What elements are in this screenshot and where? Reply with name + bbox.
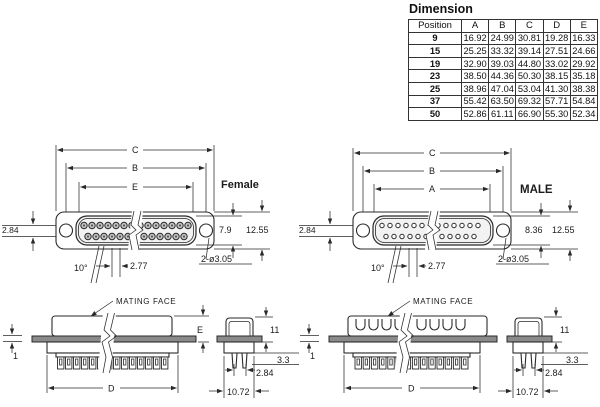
profile-width-label: 10.72 <box>516 387 539 397</box>
pin-contact <box>468 223 472 227</box>
value-cell: 29.92 <box>572 58 596 69</box>
value-cell: 16.33 <box>572 33 596 44</box>
value-cell: 33.32 <box>490 45 514 56</box>
dim-c-label: C <box>132 145 139 155</box>
dim-d-label: D <box>108 383 115 394</box>
pin-gap-label: 2.84 <box>256 368 274 378</box>
table-row <box>409 32 598 45</box>
value-cell: 38.38 <box>572 83 596 94</box>
col-header-position: Position <box>409 20 462 33</box>
profile-height-label: 11 <box>270 325 280 335</box>
pin <box>521 353 526 368</box>
pin-contact <box>460 223 464 227</box>
female-front-view <box>2 145 270 283</box>
body <box>224 342 254 353</box>
value-cell: 47.04 <box>490 83 514 94</box>
angle-label: 10° <box>371 263 385 273</box>
value-cell: 38.15 <box>545 71 569 82</box>
value-cell: 55.42 <box>463 96 487 107</box>
pin-contact <box>420 223 424 227</box>
socket-center <box>99 224 101 226</box>
insert-height-label: 8.36 <box>525 225 543 235</box>
pin-contact <box>396 223 400 227</box>
solder-terminals <box>355 357 468 369</box>
dimension-grid <box>408 19 598 121</box>
position-cell: 37 <box>409 95 462 108</box>
value-cell: 61.11 <box>489 108 516 121</box>
male-profile-view <box>498 307 588 398</box>
angle-label: 10° <box>74 263 88 273</box>
socket-center <box>87 235 89 237</box>
value-cell: 57.71 <box>545 96 569 107</box>
dim-b-label: B <box>429 166 436 176</box>
pin-contact <box>388 223 392 227</box>
mounting-hole <box>357 224 370 237</box>
position-cell: 9 <box>409 32 462 45</box>
profile-height-label: 11 <box>560 325 570 335</box>
pin-contact <box>476 223 480 227</box>
male-side-view <box>300 297 497 394</box>
dim-c-label: C <box>429 148 436 158</box>
col-header-a: A <box>462 20 489 33</box>
socket-center <box>83 224 85 226</box>
socket-center <box>119 235 121 237</box>
socket-center <box>147 224 149 226</box>
socket-center <box>107 224 109 226</box>
socket-center <box>151 235 153 237</box>
pin-contact <box>448 234 452 238</box>
table-title: Dimension <box>409 2 473 16</box>
dim-e-label: E <box>197 325 204 335</box>
pin-contact <box>400 234 404 238</box>
value-cell: 53.04 <box>517 83 542 94</box>
socket-center <box>183 235 185 237</box>
pin-contact <box>392 234 396 238</box>
value-cell: 55.30 <box>545 108 569 119</box>
dim-a-label: A <box>429 184 436 194</box>
position-cell: 19 <box>409 57 462 70</box>
socket-center <box>155 224 157 226</box>
pin-contact <box>440 234 444 238</box>
pin-pitch-label: 2.77 <box>130 261 148 271</box>
socket-center <box>95 235 97 237</box>
flange-thickness-label: 1 <box>310 351 316 361</box>
value-cell: 39.14 <box>517 45 542 56</box>
value-cell: 66.90 <box>517 108 542 119</box>
socket-center <box>159 235 161 237</box>
pin-contact <box>408 234 412 238</box>
mating-face-label: MATING FACE <box>413 297 474 306</box>
value-cell: 38.96 <box>463 83 487 94</box>
table-header-row <box>409 20 598 33</box>
dim-e-label: E <box>132 182 139 192</box>
value-cell: 24.66 <box>572 45 596 56</box>
socket-center <box>111 235 113 237</box>
position-cell: 25 <box>409 82 462 95</box>
pin <box>232 353 237 368</box>
value-cell: 27.51 <box>545 45 569 56</box>
female-side-view <box>3 297 209 394</box>
male-label: MALE <box>520 184 553 196</box>
value-cell: 33.02 <box>545 58 569 69</box>
table-row <box>409 82 598 95</box>
value-cell: 39.03 <box>490 58 514 69</box>
hole-note-label: 2-ø3.05 <box>201 254 233 264</box>
position-cell: 15 <box>409 45 462 58</box>
socket-center <box>187 224 189 226</box>
pin-gap-label: 2.84 <box>545 368 563 378</box>
socket-center <box>175 235 177 237</box>
value-cell: 52.86 <box>463 108 487 119</box>
value-cell: 32.90 <box>463 58 487 69</box>
table-row <box>409 45 598 58</box>
col-header-b: B <box>489 20 516 33</box>
socket-center <box>171 224 173 226</box>
socket-center <box>115 224 117 226</box>
value-cell: 54.84 <box>572 96 596 107</box>
value-cell: 19.28 <box>545 33 569 44</box>
col-header-d: D <box>543 20 570 33</box>
body-height-label: 12.55 <box>246 225 269 235</box>
profile-width-label: 10.72 <box>227 387 250 397</box>
value-cell: 24.99 <box>490 33 514 44</box>
value-cell: 44.80 <box>517 58 542 69</box>
insert-height-label: 7.9 <box>219 225 232 235</box>
mounting-hole <box>60 224 73 237</box>
socket-center <box>91 224 93 226</box>
pin-contact <box>380 223 384 227</box>
mounting-hole <box>497 224 510 237</box>
socket-center <box>167 235 169 237</box>
table-row <box>409 95 598 108</box>
shoulder-label: 3.3 <box>277 355 290 365</box>
socket-center <box>103 235 105 237</box>
pin-contact <box>472 234 476 238</box>
pin-contact <box>456 234 460 238</box>
dim-b-label: B <box>132 163 139 173</box>
dimension-table <box>408 2 598 121</box>
hood-profile <box>226 318 253 337</box>
position-cell: 23 <box>409 70 462 83</box>
value-cell: 41.30 <box>545 83 569 94</box>
socket-center <box>163 224 165 226</box>
male-front-view <box>299 148 578 283</box>
flange <box>507 336 552 342</box>
value-cell: 52.34 <box>572 108 596 119</box>
mating-face-label: MATING FACE <box>116 297 177 306</box>
col-header-c: C <box>516 20 543 33</box>
table-row <box>409 70 598 83</box>
female-label: Female <box>221 179 259 191</box>
hood-profile <box>515 318 542 337</box>
value-cell: 25.25 <box>463 45 487 56</box>
hole-note-label: 2-ø3.05 <box>498 254 530 264</box>
body <box>513 342 543 353</box>
pin-contact <box>464 234 468 238</box>
value-cell: 30.81 <box>517 33 542 44</box>
value-cell: 44.36 <box>490 71 514 82</box>
socket-center <box>179 224 181 226</box>
pin-contact <box>384 234 388 238</box>
pin-contact <box>404 223 408 227</box>
pin-contact <box>452 223 456 227</box>
col-header-e: E <box>570 20 597 33</box>
value-cell: 69.32 <box>517 96 542 107</box>
pin-contact <box>416 234 420 238</box>
pin-pitch-label: 2.77 <box>428 261 446 271</box>
table-row <box>409 108 598 121</box>
socket-center <box>123 224 125 226</box>
value-cell: 16.92 <box>463 33 487 44</box>
value-cell: 63.50 <box>490 96 514 107</box>
row-pitch-label: 2.84 <box>299 225 316 235</box>
value-cell: 35.18 <box>572 71 596 82</box>
flange <box>217 336 262 342</box>
shoulder-label: 3.3 <box>566 355 579 365</box>
flange-thickness-label: 1 <box>13 351 19 361</box>
pin-contact <box>412 223 416 227</box>
position-cell: 50 <box>409 108 462 121</box>
female-profile-view <box>209 307 299 398</box>
value-cell: 38.50 <box>463 71 487 82</box>
socket-center <box>143 235 145 237</box>
row-pitch-label: 2.84 <box>2 225 19 235</box>
table-row <box>409 57 598 70</box>
value-cell: 50.30 <box>517 71 542 82</box>
body <box>344 342 480 353</box>
dim-d-label: D <box>408 383 415 394</box>
mounting-hole <box>200 224 213 237</box>
pin-contact <box>444 223 448 227</box>
solder-terminals <box>58 357 168 369</box>
flange <box>329 336 497 342</box>
body-height-label: 12.55 <box>552 225 575 235</box>
